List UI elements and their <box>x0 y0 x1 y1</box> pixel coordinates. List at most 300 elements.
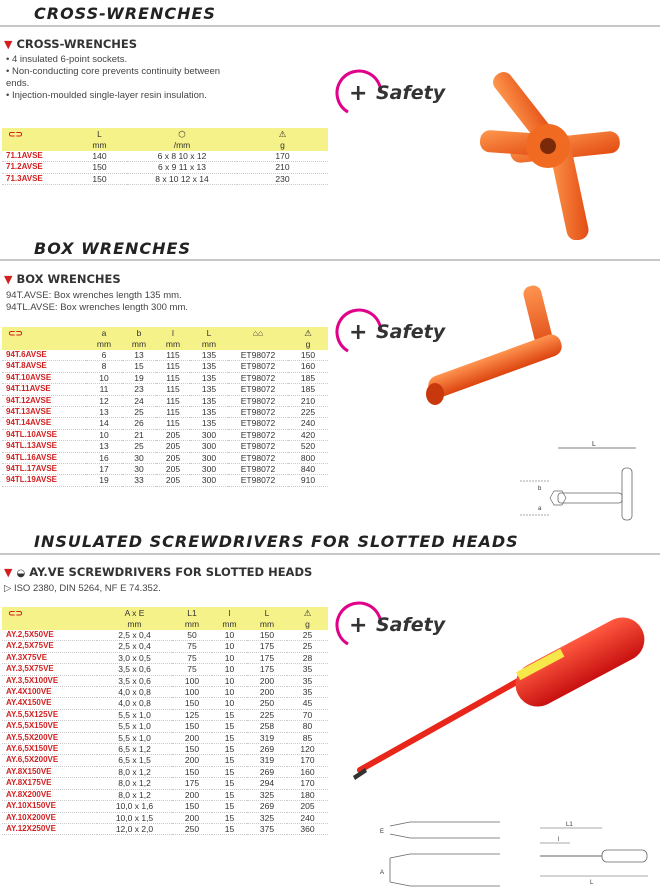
unit-weight: g <box>288 339 328 350</box>
table-cell: 360 <box>287 823 328 834</box>
header-l: l <box>212 607 247 619</box>
table-cell: 205 <box>287 801 328 812</box>
table-cell: 75 <box>172 664 212 675</box>
subtitle-box-wrenches <box>4 272 121 286</box>
table-cell: 4,0 x 0,8 <box>97 698 172 709</box>
table-cell: ET98072 <box>228 464 288 475</box>
table-cell: 14 <box>86 418 122 429</box>
table-cell: 170 <box>237 151 328 162</box>
product-reference: AY.4X100VE <box>2 687 97 698</box>
table-cell: 10 <box>86 429 122 440</box>
table-row <box>2 755 328 766</box>
table-cell: 150 <box>288 350 328 361</box>
table-cell: ET98072 <box>228 361 288 372</box>
description-line: • Injection-moulded single-layer resin insulation. <box>6 90 207 101</box>
table-cell: 115 <box>156 350 190 361</box>
table-cell: 12,0 x 2,0 <box>97 823 172 834</box>
table-cell: ET98072 <box>228 429 288 440</box>
dim-E: E <box>380 829 385 835</box>
table-cell: 10 <box>212 698 247 709</box>
table-cell: 10,0 x 1,5 <box>97 812 172 823</box>
product-reference: AY.2,5X50VE <box>2 630 97 641</box>
table-cell: 8 x 10 12 x 14 <box>127 173 237 184</box>
table-cell: 269 <box>247 744 287 755</box>
table-cell: 269 <box>247 766 287 777</box>
table-cell: 19 <box>122 372 156 383</box>
safety-plus: + <box>349 613 368 638</box>
table-cell: 13 <box>86 407 122 418</box>
table-cell: 15 <box>212 801 247 812</box>
product-reference: AY.6,5X150VE <box>2 744 97 755</box>
table-cell: 15 <box>212 709 247 720</box>
table-cell: 200 <box>172 732 212 743</box>
product-reference: AY.5,5X125VE <box>2 709 97 720</box>
dim-L: L <box>592 441 596 448</box>
product-reference: AY.3X75VE <box>2 652 97 663</box>
header-standard <box>228 327 288 339</box>
table-cell: 5,5 x 1,0 <box>97 721 172 732</box>
description-line: 94T.AVSE: Box wrenches length 135 mm. <box>6 290 182 301</box>
screw-description <box>4 583 161 595</box>
table-cell: 300 <box>190 475 228 486</box>
section-title-box-wrenches: BOX WRENCHES <box>34 239 192 258</box>
table-cell: 200 <box>247 687 287 698</box>
unit-L1: mm <box>172 619 212 630</box>
product-reference: 94T.6AVSE <box>2 350 86 361</box>
screwdriver-dimension-diagram <box>530 818 655 888</box>
table-cell: 115 <box>156 372 190 383</box>
tool-reference-icon: ⊂⊃ <box>8 607 24 618</box>
table-cell: 135 <box>190 395 228 406</box>
table-row <box>2 641 328 652</box>
description-line: ends. <box>6 78 30 89</box>
table-row <box>2 475 328 486</box>
table-cell: 205 <box>156 475 190 486</box>
product-reference: 94T.13AVSE <box>2 407 86 418</box>
table-cell: 70 <box>287 709 328 720</box>
table-row <box>2 732 328 743</box>
table-cell: 2,5 x 0,4 <box>97 641 172 652</box>
table-cell: 10 <box>212 630 247 641</box>
table-cell: 210 <box>237 162 328 173</box>
table-cell: 910 <box>288 475 328 486</box>
product-reference: 71.2AVSE <box>2 162 72 173</box>
table-cell: 100 <box>172 687 212 698</box>
table-cell: 150 <box>172 721 212 732</box>
table-cell: 135 <box>190 418 228 429</box>
table-cell: 3,5 x 0,6 <box>97 664 172 675</box>
table-cell: 140 <box>72 151 127 162</box>
table-row <box>2 823 328 834</box>
unit-AxE: mm <box>97 619 172 630</box>
table-row <box>2 395 328 406</box>
safety-badge <box>335 66 455 122</box>
unit-L: mm <box>247 619 287 630</box>
dim-a: a <box>538 506 542 512</box>
cross-wrenches-table <box>2 128 328 185</box>
table-cell: 10 <box>212 664 247 675</box>
product-reference: 94T.11AVSE <box>2 384 86 395</box>
table-cell: 50 <box>172 630 212 641</box>
product-reference: AY.8X200VE <box>2 789 97 800</box>
table-cell: 16 <box>86 452 122 463</box>
section-divider <box>0 553 660 555</box>
safety-plus: + <box>349 81 368 106</box>
dim-A: A <box>380 870 385 876</box>
table-cell: 25 <box>287 641 328 652</box>
section-divider <box>0 25 660 27</box>
table-cell: 13 <box>122 350 156 361</box>
header-l: l <box>156 327 190 339</box>
table-cell: 300 <box>190 441 228 452</box>
table-cell: 230 <box>237 173 328 184</box>
table-row <box>2 441 328 452</box>
table-cell: 15 <box>122 361 156 372</box>
unit-socket: /mm <box>127 140 237 151</box>
product-reference: 94T.14AVSE <box>2 418 86 429</box>
socket-size-icon: ⬡ <box>178 128 186 139</box>
table-row <box>2 789 328 800</box>
table-cell: 240 <box>288 418 328 429</box>
table-cell: ET98072 <box>228 384 288 395</box>
section-title-cross-wrenches: CROSS-WRENCHES <box>34 4 216 23</box>
table-cell: 35 <box>287 687 328 698</box>
dim-l: l <box>558 837 560 843</box>
table-cell: 150 <box>172 698 212 709</box>
table-cell: 75 <box>172 641 212 652</box>
table-cell: 150 <box>72 162 127 173</box>
table-cell: 185 <box>288 372 328 383</box>
red-triangle-icon: ▼ <box>4 273 13 286</box>
table-cell: 4,0 x 0,8 <box>97 687 172 698</box>
shield-screwdriver-icon: ◒ <box>16 568 26 579</box>
table-cell: ET98072 <box>228 475 288 486</box>
table-cell: 10,0 x 1,6 <box>97 801 172 812</box>
table-cell: 300 <box>190 464 228 475</box>
table-cell: 115 <box>156 384 190 395</box>
table-cell: 15 <box>212 744 247 755</box>
table-cell: 420 <box>288 429 328 440</box>
table-cell: ET98072 <box>228 407 288 418</box>
table-cell: 135 <box>190 350 228 361</box>
table-cell: 25 <box>122 441 156 452</box>
product-reference: 94T.12AVSE <box>2 395 86 406</box>
table-cell: 6,5 x 1,2 <box>97 744 172 755</box>
product-reference: AY.10X200VE <box>2 812 97 823</box>
subtitle-text: BOX WRENCHES <box>16 272 121 286</box>
table-cell: 269 <box>247 801 287 812</box>
header-weight <box>287 607 328 619</box>
header-L: L <box>247 607 287 619</box>
table-cell: 115 <box>156 418 190 429</box>
description-line: • Non-conducting core prevents continuity between <box>6 66 221 77</box>
table-cell: 30 <box>122 464 156 475</box>
unit-weight: g <box>237 140 328 151</box>
table-row <box>2 407 328 418</box>
box-wrenches-table <box>2 327 328 487</box>
table-row <box>2 350 328 361</box>
product-reference: 94TL.10AVSE <box>2 429 86 440</box>
table-cell: 205 <box>156 441 190 452</box>
header-L: L <box>190 327 228 339</box>
table-row <box>2 464 328 475</box>
table-cell: 840 <box>288 464 328 475</box>
table-cell: 319 <box>247 755 287 766</box>
product-reference: AY.5,5X150VE <box>2 721 97 732</box>
cross-description <box>6 54 256 102</box>
table-cell: 6 <box>86 350 122 361</box>
safety-label: Safety <box>376 82 446 104</box>
header-reference <box>2 327 86 339</box>
table-row <box>2 630 328 641</box>
table-cell: 135 <box>190 372 228 383</box>
table-cell: 120 <box>287 744 328 755</box>
product-reference: AY.5,5X200VE <box>2 732 97 743</box>
table-cell: 240 <box>287 812 328 823</box>
table-cell: 100 <box>172 675 212 686</box>
table-cell: 135 <box>190 407 228 418</box>
table-row <box>2 361 328 372</box>
table-cell: 5,5 x 1,0 <box>97 709 172 720</box>
table-cell: 15 <box>212 823 247 834</box>
safety-plus: + <box>349 320 368 345</box>
table-cell: 319 <box>247 732 287 743</box>
table-cell: 8,0 x 1,2 <box>97 778 172 789</box>
table-cell: 175 <box>247 641 287 652</box>
header-weight <box>237 128 328 140</box>
table-cell: 15 <box>212 766 247 777</box>
table-cell: 8,0 x 1,2 <box>97 789 172 800</box>
product-reference: AY.3,5X100VE <box>2 675 97 686</box>
table-cell: 170 <box>287 778 328 789</box>
table-cell: 15 <box>212 812 247 823</box>
screwdrivers-table <box>2 607 328 835</box>
table-cell: 15 <box>212 789 247 800</box>
subtitle-text: CROSS-WRENCHES <box>16 37 138 51</box>
safety-label: Safety <box>376 614 446 636</box>
table-row <box>2 675 328 686</box>
table-cell: 15 <box>212 778 247 789</box>
table-cell: 150 <box>172 766 212 777</box>
box-wrench-diagram <box>510 438 650 523</box>
weight-icon: ⚠ <box>278 128 287 139</box>
description-line: 94TL.AVSE: Box wrenches length 300 mm. <box>6 302 188 313</box>
product-reference: AY.2,5X75VE <box>2 641 97 652</box>
product-reference: AY.3,5X75VE <box>2 664 97 675</box>
product-reference: 94T.10AVSE <box>2 372 86 383</box>
table-row <box>2 162 328 173</box>
table-cell: 160 <box>288 361 328 372</box>
table-cell: 30 <box>122 452 156 463</box>
header-a: a <box>86 327 122 339</box>
header-reference <box>2 607 97 619</box>
cross-wrench-image <box>470 40 650 240</box>
product-reference: 94T.8AVSE <box>2 361 86 372</box>
table-cell: 250 <box>247 698 287 709</box>
dim-b: b <box>538 486 542 492</box>
table-cell: 205 <box>156 429 190 440</box>
product-reference: AY.6,5X200VE <box>2 755 97 766</box>
table-row <box>2 173 328 184</box>
table-row <box>2 429 328 440</box>
product-reference: 94TL.19AVSE <box>2 475 86 486</box>
table-cell: 180 <box>287 789 328 800</box>
table-cell: 115 <box>156 407 190 418</box>
table-cell: 170 <box>287 755 328 766</box>
table-cell: 8,0 x 1,2 <box>97 766 172 777</box>
unit-weight: g <box>287 619 328 630</box>
table-cell: 135 <box>190 361 228 372</box>
table-cell: 10 <box>212 641 247 652</box>
table-cell: 85 <box>287 732 328 743</box>
table-row <box>2 801 328 812</box>
table-cell: 135 <box>190 384 228 395</box>
table-cell: 800 <box>288 452 328 463</box>
table-row <box>2 687 328 698</box>
table-cell: 115 <box>156 361 190 372</box>
table-cell: 25 <box>287 630 328 641</box>
product-reference: AY.8X175VE <box>2 778 97 789</box>
table-cell: 300 <box>190 429 228 440</box>
header-length: L <box>72 128 127 140</box>
weight-icon: ⚠ <box>304 327 312 338</box>
screwdriver-image <box>345 600 655 790</box>
table-row <box>2 698 328 709</box>
subtitle-text: AY.VE SCREWDRIVERS FOR SLOTTED HEADS <box>29 565 313 579</box>
table-row <box>2 372 328 383</box>
table-cell: ET98072 <box>228 418 288 429</box>
table-cell: 17 <box>86 464 122 475</box>
arrow-icon: ▷ <box>4 583 14 594</box>
header-socket-size <box>127 128 237 140</box>
table-row <box>2 812 328 823</box>
dim-L: L <box>590 880 594 886</box>
table-cell: 6 x 8 10 x 12 <box>127 151 237 162</box>
table-row <box>2 151 328 162</box>
weight-icon: ⚠ <box>303 607 312 618</box>
safety-label: Safety <box>376 321 446 343</box>
tool-reference-icon: ⊂⊃ <box>8 327 24 338</box>
product-reference: 71.3AVSE <box>2 173 72 184</box>
section-title-screwdrivers: INSULATED SCREWDRIVERS FOR SLOTTED HEADS <box>34 532 519 551</box>
product-reference: AY.4X150VE <box>2 698 97 709</box>
table-cell: 250 <box>172 823 212 834</box>
table-cell: 175 <box>172 778 212 789</box>
table-cell: 115 <box>156 395 190 406</box>
table-cell: 35 <box>287 675 328 686</box>
red-triangle-icon: ▼ <box>4 38 13 51</box>
table-cell: 150 <box>72 173 127 184</box>
table-cell: 258 <box>247 721 287 732</box>
table-cell: ET98072 <box>228 441 288 452</box>
table-row <box>2 778 328 789</box>
table-cell: 325 <box>247 789 287 800</box>
table-cell: 80 <box>287 721 328 732</box>
table-cell: 45 <box>287 698 328 709</box>
table-cell: 11 <box>86 384 122 395</box>
box-wrench-image <box>420 280 600 450</box>
dim-L1: L1 <box>566 822 573 828</box>
table-row <box>2 452 328 463</box>
table-cell: 12 <box>86 395 122 406</box>
unit-b: mm <box>122 339 156 350</box>
table-cell: 210 <box>288 395 328 406</box>
unit-a: mm <box>86 339 122 350</box>
table-cell: 150 <box>172 744 212 755</box>
product-reference: AY.8X150VE <box>2 766 97 777</box>
header-reference <box>2 128 72 140</box>
table-cell: 6 x 9 11 x 13 <box>127 162 237 173</box>
table-cell: 75 <box>172 652 212 663</box>
table-cell: 33 <box>122 475 156 486</box>
table-cell: 2,5 x 0,4 <box>97 630 172 641</box>
standard-icon: ⌂⌂ <box>252 327 264 338</box>
table-cell: 10 <box>86 372 122 383</box>
table-cell: 5,5 x 1,0 <box>97 732 172 743</box>
table-cell: 200 <box>247 675 287 686</box>
product-reference: 94TL.16AVSE <box>2 452 86 463</box>
table-cell: 325 <box>247 812 287 823</box>
unit-l: mm <box>156 339 190 350</box>
table-cell: ET98072 <box>228 350 288 361</box>
table-cell: 375 <box>247 823 287 834</box>
table-row <box>2 744 328 755</box>
table-cell: 35 <box>287 664 328 675</box>
table-row <box>2 418 328 429</box>
table-cell: 23 <box>122 384 156 395</box>
table-cell: 3,0 x 0,5 <box>97 652 172 663</box>
table-cell: 200 <box>172 789 212 800</box>
table-cell: 19 <box>86 475 122 486</box>
product-reference: 94TL.17AVSE <box>2 464 86 475</box>
table-cell: 150 <box>247 630 287 641</box>
table-cell: 28 <box>287 652 328 663</box>
product-reference: 71.1AVSE <box>2 151 72 162</box>
table-cell: 225 <box>288 407 328 418</box>
table-row <box>2 721 328 732</box>
unit-length: mm <box>72 140 127 151</box>
product-reference: AY.12X250VE <box>2 823 97 834</box>
table-cell: 160 <box>287 766 328 777</box>
table-cell: 175 <box>247 664 287 675</box>
table-cell: 10 <box>212 687 247 698</box>
table-row <box>2 766 328 777</box>
description-line: ISO 2380, DIN 5264, NF E 74.352. <box>13 583 161 594</box>
table-cell: 15 <box>212 755 247 766</box>
table-cell: 15 <box>212 732 247 743</box>
table-cell: 294 <box>247 778 287 789</box>
table-cell: 200 <box>172 755 212 766</box>
header-b: b <box>122 327 156 339</box>
box-description <box>6 290 188 314</box>
table-cell: 200 <box>172 812 212 823</box>
table-cell: 26 <box>122 418 156 429</box>
table-cell: 8 <box>86 361 122 372</box>
table-cell: 10 <box>212 675 247 686</box>
header-AxE: A x E <box>97 607 172 619</box>
table-cell: 3,5 x 0,6 <box>97 675 172 686</box>
subtitle-screwdrivers <box>4 565 312 579</box>
table-cell: 24 <box>122 395 156 406</box>
table-row <box>2 709 328 720</box>
table-cell: 10 <box>212 652 247 663</box>
table-cell: 125 <box>172 709 212 720</box>
table-cell: 205 <box>156 452 190 463</box>
table-row <box>2 652 328 663</box>
table-row <box>2 664 328 675</box>
table-cell: 15 <box>212 721 247 732</box>
blade-tip-diagram <box>380 808 510 888</box>
